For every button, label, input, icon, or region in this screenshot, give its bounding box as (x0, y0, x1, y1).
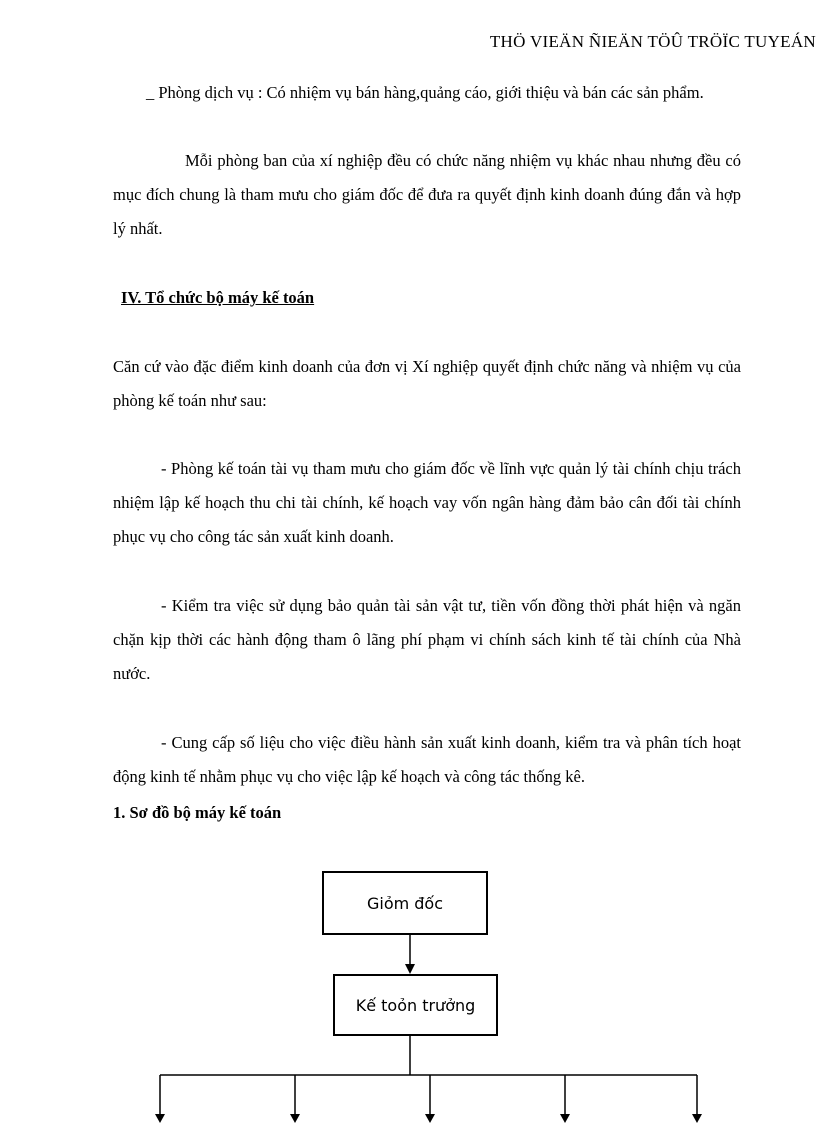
org-box-chief-accountant: Kế toỏn trưởng (333, 974, 498, 1036)
paragraph-service-dept: _ Phòng dịch vụ : Có nhiệm vụ bán hàng,quảng cáo, giới thiệu và bán các sản phẩm. (146, 83, 704, 102)
org-box-director: Giỏm đốc (322, 871, 488, 935)
section-heading-accounting: IV. Tổ chức bộ máy kế toán (121, 288, 315, 307)
paragraph-inspection: - Kiểm tra việc sử dụng bảo quản tài sản vật tư, tiền vốn đồng thời phát hiện và ngăn chặn kịp thời các hành động tham ô lãng phí phạm vi chính sách kinh tế tài chính của Nhà nước. (113, 596, 741, 683)
page-header: THÖ VIEÄN ÑIEÄN TÖÛ TRÖÏC TUYEÁN (489, 32, 816, 51)
paragraph-basis: Căn cứ vào đặc điểm kinh doanh của đơn vị Xí nghiệp quyết định chức năng và nhiệm vụ của phòng kế toán như sau: (113, 357, 741, 410)
paragraph-finance-role: - Phòng kế toán tài vụ tham mưu cho giám đốc về lĩnh vực quản lý tài chính chịu trách nhiệm lập kế hoạch thu chi tài chính, kế hoạch vay vốn ngân hàng đảm bảo cân đối tài chính phục vụ cho công tác sản xuất kinh doanh. (113, 459, 741, 546)
paragraph-departments: Mỗi phòng ban của xí nghiệp đều có chức năng nhiệm vụ khác nhau nhưng đều có mục đích chung là tham mưu cho giám đốc để đưa ra quyết định kinh doanh đúng đắn và hợp lý nhất. (113, 151, 741, 238)
paragraph-data-supply: - Cung cấp số liệu cho việc điều hành sản xuất kinh doanh, kiểm tra và phân tích hoạt động kinh tế nhằm phục vụ cho việc lập kế hoạch và công tác thống kê. (113, 733, 741, 786)
sub-heading-diagram: 1. Sơ đồ bộ máy kế toán (113, 803, 282, 822)
